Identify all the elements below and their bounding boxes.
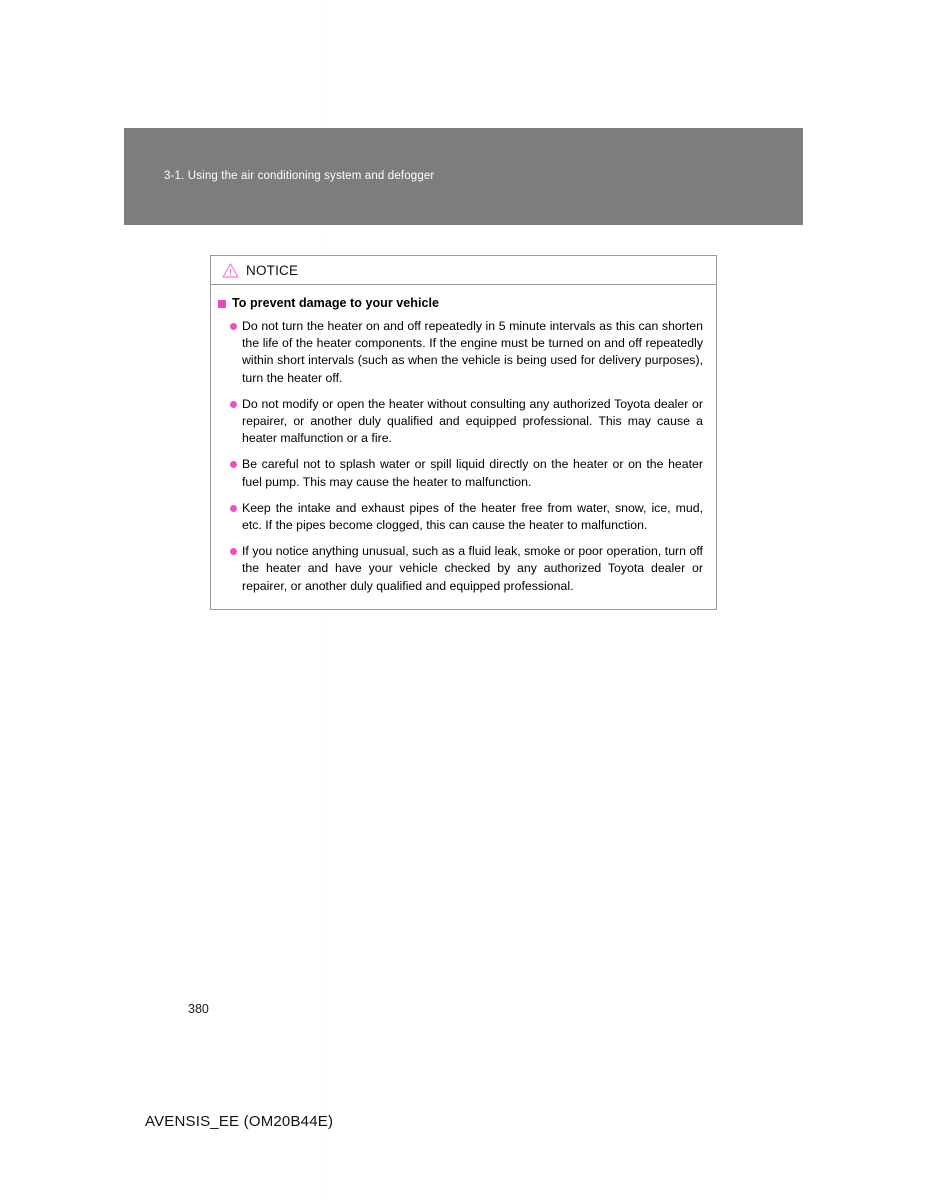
- list-item: [218, 396, 710, 448]
- square-bullet-icon: [218, 300, 226, 308]
- notice-header: [211, 256, 716, 285]
- notice-bullet-list: [218, 318, 710, 595]
- section-header-title: 3-1. Using the air conditioning system and defogger: [164, 170, 435, 182]
- list-item-text: Do not modify or open the heater without consulting any authorized Toyota dealer or repairer, or another duly qualified and equipped professional. This may cause a heater malfunction or a fire.: [242, 396, 703, 446]
- notice-heading-row: [218, 295, 710, 312]
- dot-bullet-icon: [230, 505, 237, 512]
- list-item-text: Keep the intake and exhaust pipes of the heater free from water, snow, ice, mud, etc. If the pipes become clogged, this can cause the heater to malfunction.: [242, 500, 703, 533]
- list-item-text: If you notice anything unusual, such as a fluid leak, smoke or poor operation, turn off the heater and have your vehicle checked by any authorized Toyota dealer or repairer, or another duly qualified and equipped professional.: [242, 544, 703, 593]
- dot-bullet-icon: [230, 461, 237, 468]
- list-item-text: Do not turn the heater on and off repeatedly in 5 minute intervals as this can shorten the life of the heater components. If the engine must be turned on and off repeatedly within short intervals (such as when the vehicle is being used for delivery purposes), turn the heater off.: [242, 319, 703, 385]
- section-header-band: [124, 128, 803, 225]
- notice-box: [210, 255, 717, 610]
- dot-bullet-icon: [230, 401, 237, 408]
- notice-heading-text: To prevent damage to your vehicle: [232, 296, 440, 310]
- list-item: [218, 500, 710, 534]
- list-item: [218, 318, 710, 387]
- list-item-text: Be careful not to splash water or spill liquid directly on the heater or on the heater fuel pump. This may cause the heater to malfunction.: [242, 457, 703, 489]
- list-item: [218, 456, 710, 490]
- warning-triangle-icon: [222, 263, 239, 278]
- dot-bullet-icon: [230, 323, 237, 330]
- notice-body: [211, 285, 716, 609]
- page-number: 380: [188, 1002, 209, 1016]
- footer-manual-code: AVENSIS_EE (OM20B44E): [145, 1113, 334, 1130]
- notice-title: NOTICE: [246, 262, 299, 278]
- list-item: [218, 543, 710, 595]
- dot-bullet-icon: [230, 548, 237, 555]
